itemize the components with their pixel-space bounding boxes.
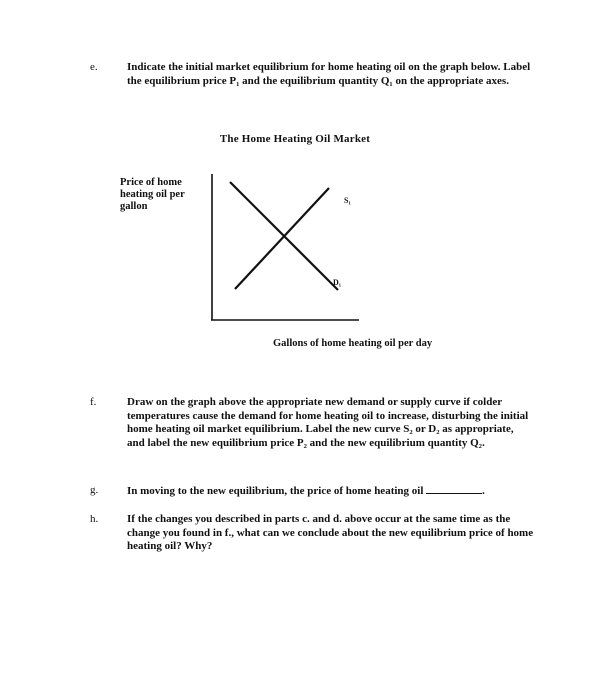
demand-curve-label: D₁: [333, 278, 342, 287]
supply-curve: [235, 188, 329, 289]
question-h-text: If the changes you described in parts c. and d. above occur at the same time as the change you found in f., what can we conclude about the new equilibrium price of home heating oil? Why?: [127, 513, 534, 552]
question-h-letter: h.: [90, 513, 99, 525]
supply-curve-label: S₁: [344, 196, 351, 205]
question-g-body: [127, 484, 547, 499]
question-e-text: Indicate the initial market equilibrium for home heating oil on the graph below. Label the equilibrium price P₁ and the equilibrium quantity Q₁ on the appropriate axes.: [127, 61, 531, 87]
x-axis-label: Gallons of home heating oil per day: [273, 338, 433, 349]
question-f-letter: f.: [90, 396, 97, 408]
question-g-period: .: [482, 485, 485, 497]
question-g-text: In moving to the new equilibrium, the price of home heating oil: [127, 485, 424, 497]
y-axis-label: Price of home heating oil per gallon: [120, 177, 185, 212]
question-e-letter: e.: [90, 61, 98, 73]
graph-title: The Home Heating Oil Market: [219, 133, 371, 145]
answer-blank[interactable]: [426, 484, 482, 494]
question-f-text: Draw on the graph above the appropriate new demand or supply curve if colder temperatures cause the demand for home heating oil to increase, disturbing the initial home heating oil market equilibrium. Label the new curve S₂ or D₂ as appropriate, and label the new equilibrium price P₂ and the new equilibrium quantity Q₂.: [127, 396, 529, 449]
question-g-letter: g.: [90, 484, 99, 496]
demand-curve: [230, 182, 338, 290]
